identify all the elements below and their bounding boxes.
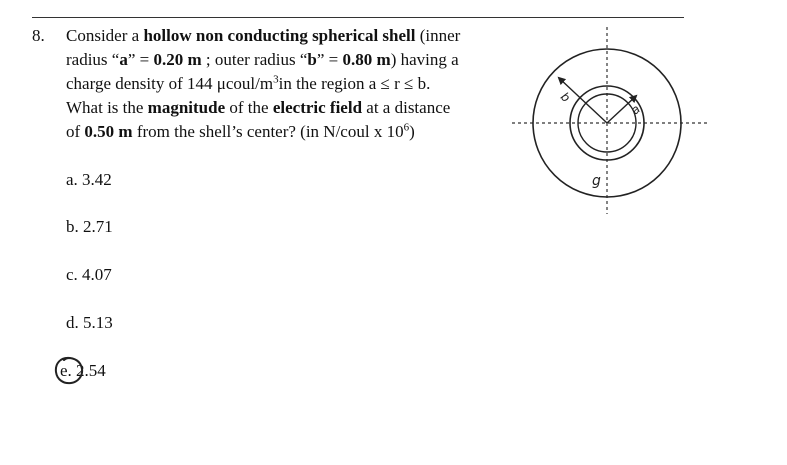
- question-text: [66, 24, 506, 144]
- label-b: b: [557, 89, 573, 105]
- top-rule: [32, 17, 684, 18]
- question-line-2: radius “a” = 0.20 m ; outer radius “b” = 0.80 m) having a: [66, 50, 459, 69]
- question-line-5: of 0.50 m from the shell’s center? (in N/coul x $10^6$): [66, 121, 415, 141]
- label-a: a: [628, 101, 643, 118]
- option-a[interactable]: a. 3.42: [66, 170, 112, 189]
- question-line-3: charge density of 144 μcoul/$m^3in$ the region a ≤ r ≤ b.: [66, 73, 431, 93]
- option-c[interactable]: c. 4.07: [66, 265, 112, 284]
- label-g: g: [592, 173, 601, 189]
- question-line-1: Consider a hollow non conducting spherical shell (inner: [66, 26, 461, 45]
- answer-circle-mark: [53, 355, 85, 386]
- option-d[interactable]: d. 5.13: [66, 313, 113, 332]
- question-line-4: What is the magnitude of the electric field at a distance: [66, 98, 451, 117]
- option-e[interactable]: e. 2.54: [60, 361, 106, 380]
- question-number: 8.: [32, 26, 45, 45]
- option-b[interactable]: b. 2.71: [66, 217, 113, 236]
- shell-diagram: [512, 22, 707, 217]
